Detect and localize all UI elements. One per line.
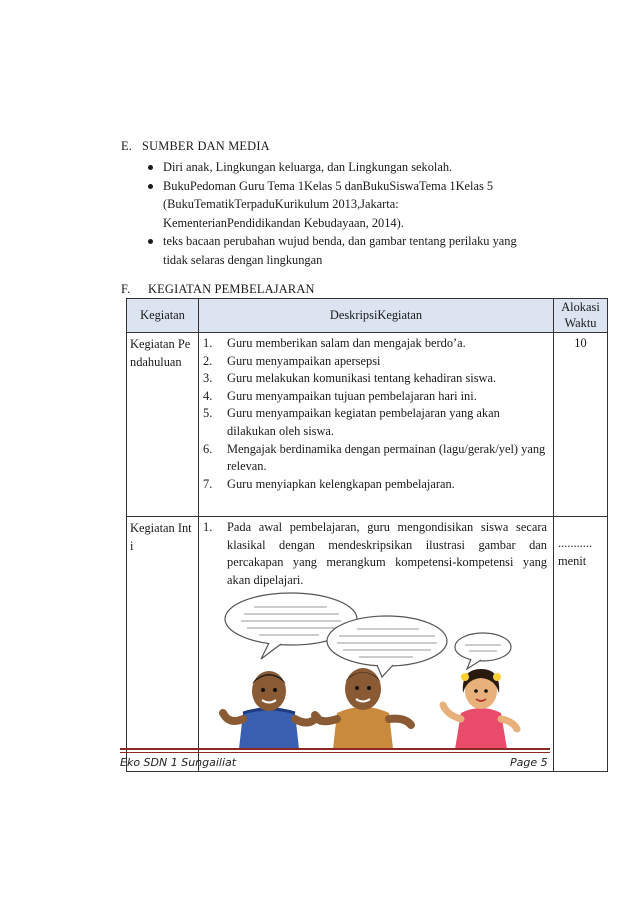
- illustration-children-conversation: [199, 589, 553, 749]
- step-text: Guru memberikan salam dan mengajak berdo’a.: [227, 336, 466, 350]
- section-e-title: SUMBER DAN MEDIA: [142, 139, 270, 153]
- table-row: [127, 333, 608, 517]
- step-text: Guru melakukan komunikasi tentang kehadiran siswa.: [227, 371, 497, 386]
- step-text: Guru menyiapkan kelengkapan pembelajaran.: [227, 476, 455, 491]
- header-alokasi-line1: Alokasi: [561, 300, 600, 314]
- header-kegiatan: Kegiatan: [127, 299, 199, 333]
- footer-author: Eko SDN 1 Sungailiat: [120, 756, 237, 769]
- step-number: 2.: [203, 353, 213, 368]
- speech-bubble-tail: [261, 643, 281, 659]
- list-item-line: teks bacaan perubahan wujud benda, dan gambar tentang perilaku yang: [163, 234, 517, 248]
- step-text: Guru menyampaikan apersepsi: [227, 353, 381, 368]
- header-alokasi-line2: Waktu: [564, 316, 597, 330]
- header-alokasi: [554, 299, 608, 333]
- list-item: [148, 177, 528, 233]
- inti-steps: [199, 517, 553, 589]
- girl-figure: [443, 669, 517, 749]
- step-text: Mengajak berdinamika dengan permainan (lagu/gerak/yel) yang relevan.: [227, 441, 546, 474]
- step-item: [203, 441, 547, 476]
- step-number: 1.: [203, 520, 213, 534]
- step-item: [203, 405, 547, 440]
- step-number: 6.: [203, 441, 213, 456]
- speech-bubble: [327, 616, 447, 666]
- pendahuluan-time: 10: [574, 336, 587, 350]
- footer-rule-thin: [120, 752, 550, 753]
- pendahuluan-steps: [199, 333, 553, 493]
- step-text: Guru menyampaikan kegiatan pembelajaran yang akan dilakukan oleh siswa.: [227, 406, 500, 438]
- footer-rule-thick: [120, 748, 550, 750]
- step-number: 7.: [203, 476, 213, 491]
- speech-bubble-tail: [467, 659, 481, 669]
- table-row: [127, 517, 608, 772]
- step-item: [203, 353, 547, 371]
- inti-time-blank: ...........: [558, 536, 593, 550]
- list-item: [148, 158, 528, 177]
- step-number: 5.: [203, 406, 213, 421]
- section-e-letter: E.: [121, 139, 133, 153]
- speech-bubble-tail: [377, 665, 393, 677]
- list-item-line: KementerianPendidikandan Kebudayaan, 2014).: [163, 215, 404, 230]
- step-number: 4.: [203, 388, 213, 403]
- list-item-line: tidak selaras dengan lingkungan: [163, 252, 323, 267]
- step-number: 3.: [203, 371, 213, 386]
- step-item: [203, 519, 547, 589]
- kegiatan-pendahuluan-label: Kegiatan Pendahuluan: [130, 337, 191, 369]
- boy-left-figure: [223, 671, 317, 749]
- list-item: [148, 232, 528, 269]
- section-e-heading: [121, 139, 270, 154]
- section-f-letter: F.: [121, 282, 131, 296]
- children-illustration: [199, 589, 554, 749]
- list-item-line: Diri anak, Lingkungan keluarga, dan Lingkungan sekolah.: [163, 160, 453, 174]
- section-f-heading: [121, 282, 315, 297]
- step-text: Pada awal pembelajaran, guru mengondisikan siswa secara klasikal dengan mendeskripsikan ilustrasi gambar dan percakapan yang merangkum kompetensi-kompetensi yang akan dipelajari.: [227, 520, 547, 587]
- section-f-title: KEGIATAN PEMBELAJARAN: [148, 282, 315, 296]
- inti-time-unit: menit: [558, 553, 587, 568]
- kegiatan-table: [126, 298, 608, 772]
- speech-bubble: [455, 633, 511, 661]
- inti-time: [554, 517, 607, 570]
- section-e-list: [148, 158, 528, 269]
- list-item-line: BukuPedoman Guru Tema 1Kelas 5 danBukuSiswaTema 1Kelas 5: [163, 178, 494, 193]
- step-item: [203, 335, 547, 353]
- list-item-line: (BukuTematikTerpaduKurikulum 2013,Jakarta:: [163, 197, 399, 211]
- step-item: [203, 370, 547, 388]
- footer-page-number: Page 5: [510, 756, 548, 769]
- header-deskripsi: DeskripsiKegiatan: [199, 299, 554, 333]
- table-header-row: [127, 299, 608, 333]
- step-number: 1.: [203, 336, 213, 350]
- step-item: [203, 476, 547, 494]
- step-item: [203, 388, 547, 406]
- kegiatan-inti-label: Kegiatan Inti: [130, 521, 192, 553]
- step-text: Guru menyampaikan tujuan pembelajaran hari ini.: [227, 388, 477, 403]
- boy-middle-figure: [315, 668, 411, 749]
